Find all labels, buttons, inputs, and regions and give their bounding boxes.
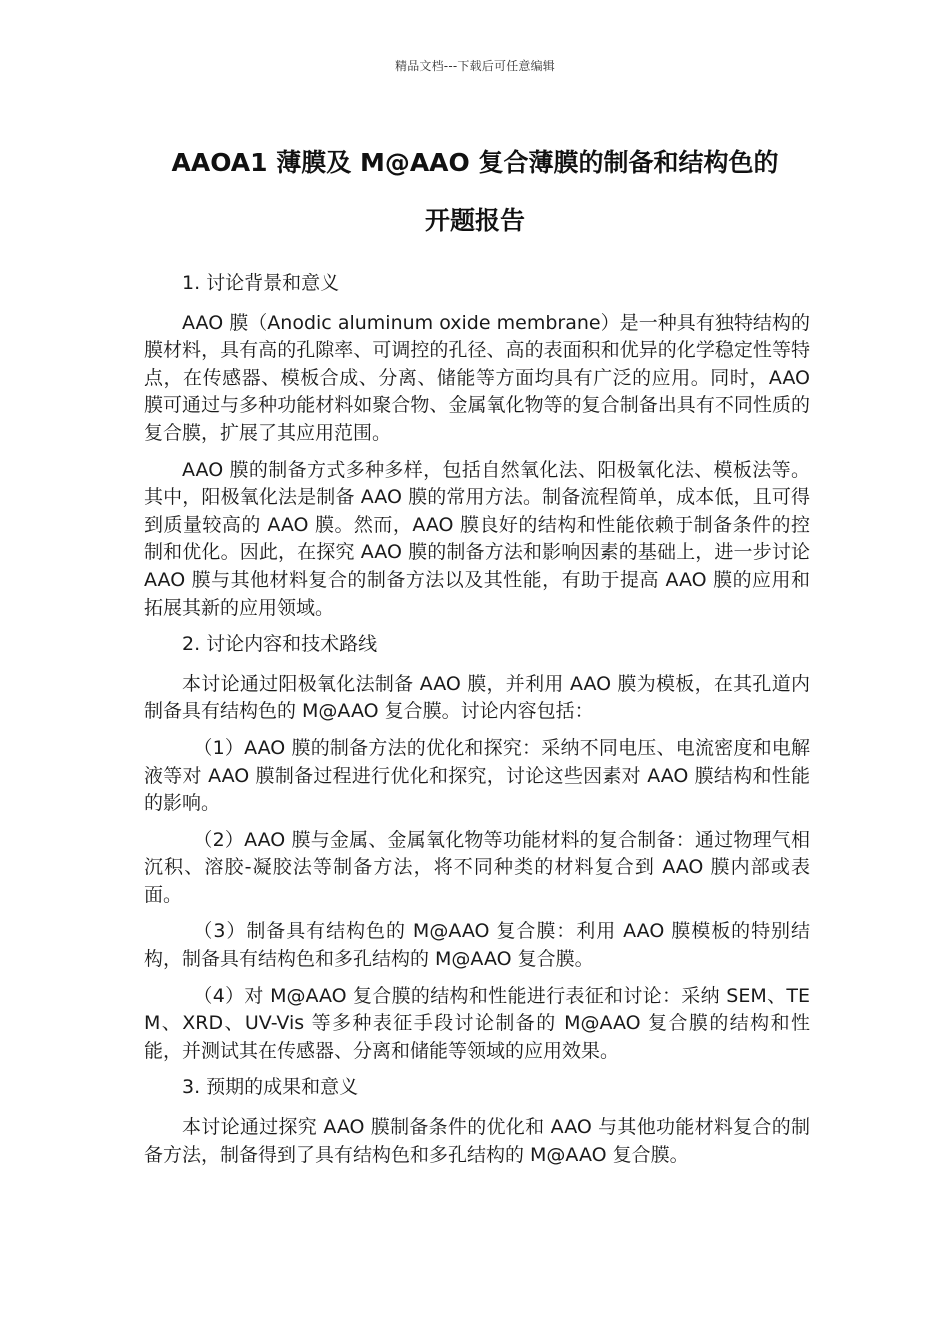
section-2-item-4: （4）对 M@AAO 复合膜的结构和性能进行表征和讨论：采纳 SEM、TEM、XRD、UV-Vis 等多种表征手段讨论制备的 M@AAO 复合膜的结构和性能，并测试其在传感器、分离和储能等领域的应用效果。 <box>144 984 810 1062</box>
header-note: 精品文档---下载后可任意编辑 <box>395 59 555 73</box>
section-3-paragraph-1: 本讨论通过探究 AAO 膜制备条件的优化和 AAO 与其他功能材料复合的制备方法，制备得到了具有结构色和多孔结构的 M@AAO 复合膜。 <box>144 1116 810 1166</box>
document-body <box>144 270 810 1178</box>
section-1-heading: 1. 讨论背景和意义 <box>182 272 340 294</box>
title-line-1: AAOA1 薄膜及 M@AAO 复合薄膜的制备和结构色的 <box>171 148 779 177</box>
document-title <box>120 134 830 250</box>
section-2-heading: 2. 讨论内容和技术路线 <box>182 633 378 656</box>
section-2-item-1: （1）AAO 膜的制备方法的优化和探究：采纳不同电压、电流密度和电解液等对 AAO 膜制备过程进行优化和探究，讨论这些因素对 AAO 膜结构和性能的影响。 <box>144 736 810 815</box>
section-2-item-3: （3）制备具有结构色的 M@AAO 复合膜：利用 AAO 膜模板的特别结构，制备具有结构色和多孔结构的 M@AAO 复合膜。 <box>144 920 810 971</box>
section-3-heading: 3. 预期的成果和意义 <box>182 1076 359 1099</box>
section-1-paragraph-2: AAO 膜的制备方式多种多样，包括自然氧化法、阳极氧化法、模板法等。其中，阳极氧化法是制备 AAO 膜的常用方法。制备流程简单，成本低，且可得到质量较高的 AAO 膜。然而，AAO 膜良好的结构和性能依赖于制备条件的控制和优化。因此，在探究 AAO 膜的制备方法和影响因素的基础上，进一步讨论 AAO 膜与其他材料复合的制备方法以及其性能，有助于提高 AAO 膜的应用和拓展其新的应用领域。 <box>144 458 810 619</box>
title-line-2: 开题报告 <box>424 206 525 235</box>
section-2-paragraph-1: 本讨论通过阳极氧化法制备 AAO 膜，并利用 AAO 膜为模板，在其孔道内制备具有结构色的 M@AAO 复合膜。讨论内容包括： <box>144 672 810 723</box>
section-2-item-2: （2）AAO 膜与金属、金属氧化物等功能材料的复合制备：通过物理气相沉积、溶胶-凝胶法等制备方法，将不同种类的材料复合到 AAO 膜内部或表面。 <box>144 828 810 906</box>
section-1-paragraph-1: AAO 膜（Anodic aluminum oxide membrane）是一种具有独特结构的膜材料，具有高的孔隙率、可调控的孔径、高的表面积和优异的化学稳定性等特点，在传感器、模板合成、分离、储能等方面均具有广泛的应用。同时，AAO 膜可通过与多种功能材料如聚合物、金属氧化物等的复合制备出具有不同性质的复合膜，扩展了其应用范围。 <box>144 311 810 444</box>
